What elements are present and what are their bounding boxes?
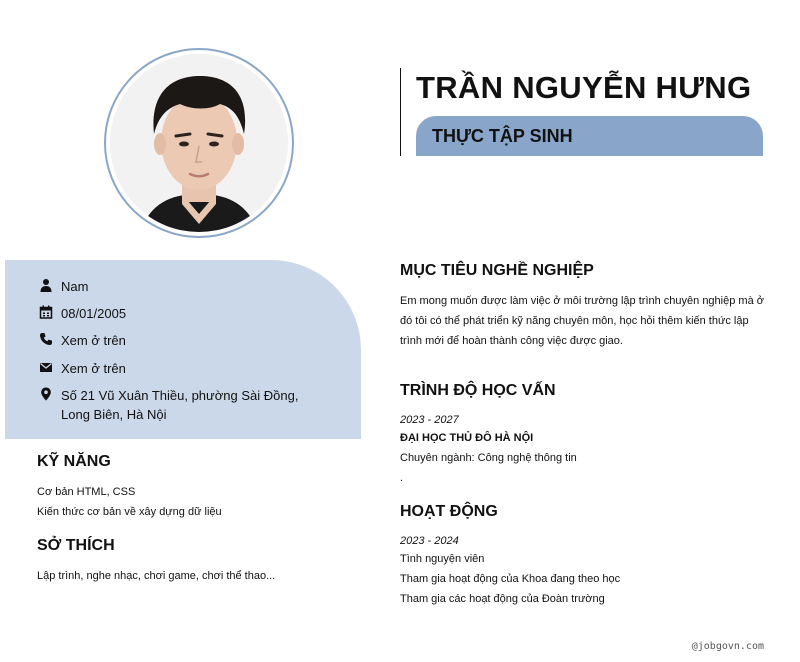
- education-school: ĐẠI HỌC THỦ ĐÔ HÀ NỘI: [400, 432, 534, 444]
- profile-photo: [110, 54, 288, 232]
- hobbies-text: Lập trình, nghe nhạc, chơi game, chơi thể thao...: [37, 570, 276, 582]
- education-note: .: [400, 472, 404, 484]
- contact-email: [39, 359, 326, 378]
- phone-value: Xem ở trên: [61, 333, 126, 348]
- mail-icon: [39, 360, 53, 374]
- objective-text: Em mong muốn được làm việc ở môi trường lập trình chuyên nghiệp mà ở đó tôi có thể phát triển kỹ năng chuyên môn, học hỏi thêm kiến thức lập trình mới để hoàn thành công việc được giao.: [400, 295, 764, 347]
- phone-icon: [39, 332, 53, 346]
- name-divider: [400, 68, 401, 156]
- skill-item: Kiến thức cơ bản về xây dựng dữ liệu: [37, 506, 222, 518]
- profile-photo-frame: [104, 48, 294, 238]
- name-header: [400, 68, 764, 156]
- calendar-icon: [39, 305, 53, 319]
- contact-phone: [39, 331, 326, 350]
- email-value: Xem ở trên: [61, 361, 126, 376]
- watermark: @jobgovn.com: [691, 641, 764, 652]
- candidate-role: THỰC TẬP SINH: [432, 126, 573, 146]
- skill-item: Cơ bản HTML, CSS: [37, 486, 136, 498]
- education-heading: TRÌNH ĐỘ HỌC VẤN: [400, 382, 556, 399]
- skills-heading: KỸ NĂNG: [37, 453, 111, 470]
- role-banner: [416, 116, 763, 156]
- birthday-value: 08/01/2005: [61, 306, 127, 321]
- activities-heading: HOẠT ĐỘNG: [400, 503, 498, 520]
- activities-period: 2023 - 2024: [400, 535, 459, 547]
- candidate-name: TRẦN NGUYỄN HƯNG: [416, 70, 752, 105]
- education-major: Chuyên ngành: Công nghệ thông tin: [400, 452, 577, 464]
- person-icon: [39, 278, 53, 292]
- contact-birthday: [39, 304, 326, 323]
- activity-item: Tình nguyện viên: [400, 553, 485, 565]
- contact-address: [39, 386, 326, 424]
- gender-value: Nam: [61, 279, 89, 294]
- contact-panel: [5, 260, 361, 439]
- portrait-image: [110, 54, 288, 232]
- contact-gender: [39, 277, 326, 296]
- activity-item: Tham gia các hoạt động của Đoàn trường: [400, 593, 605, 605]
- hobbies-heading: SỞ THÍCH: [37, 537, 115, 554]
- activity-item: Tham gia hoạt động của Khoa đang theo học: [400, 573, 621, 585]
- address-value: Số 21 Vũ Xuân Thiều, phường Sài Đồng, Long Biên, Hà Nội: [61, 388, 299, 422]
- location-pin-icon: [39, 387, 53, 401]
- education-period: 2023 - 2027: [400, 414, 459, 426]
- objective-heading: MỤC TIÊU NGHỀ NGHIỆP: [400, 262, 594, 279]
